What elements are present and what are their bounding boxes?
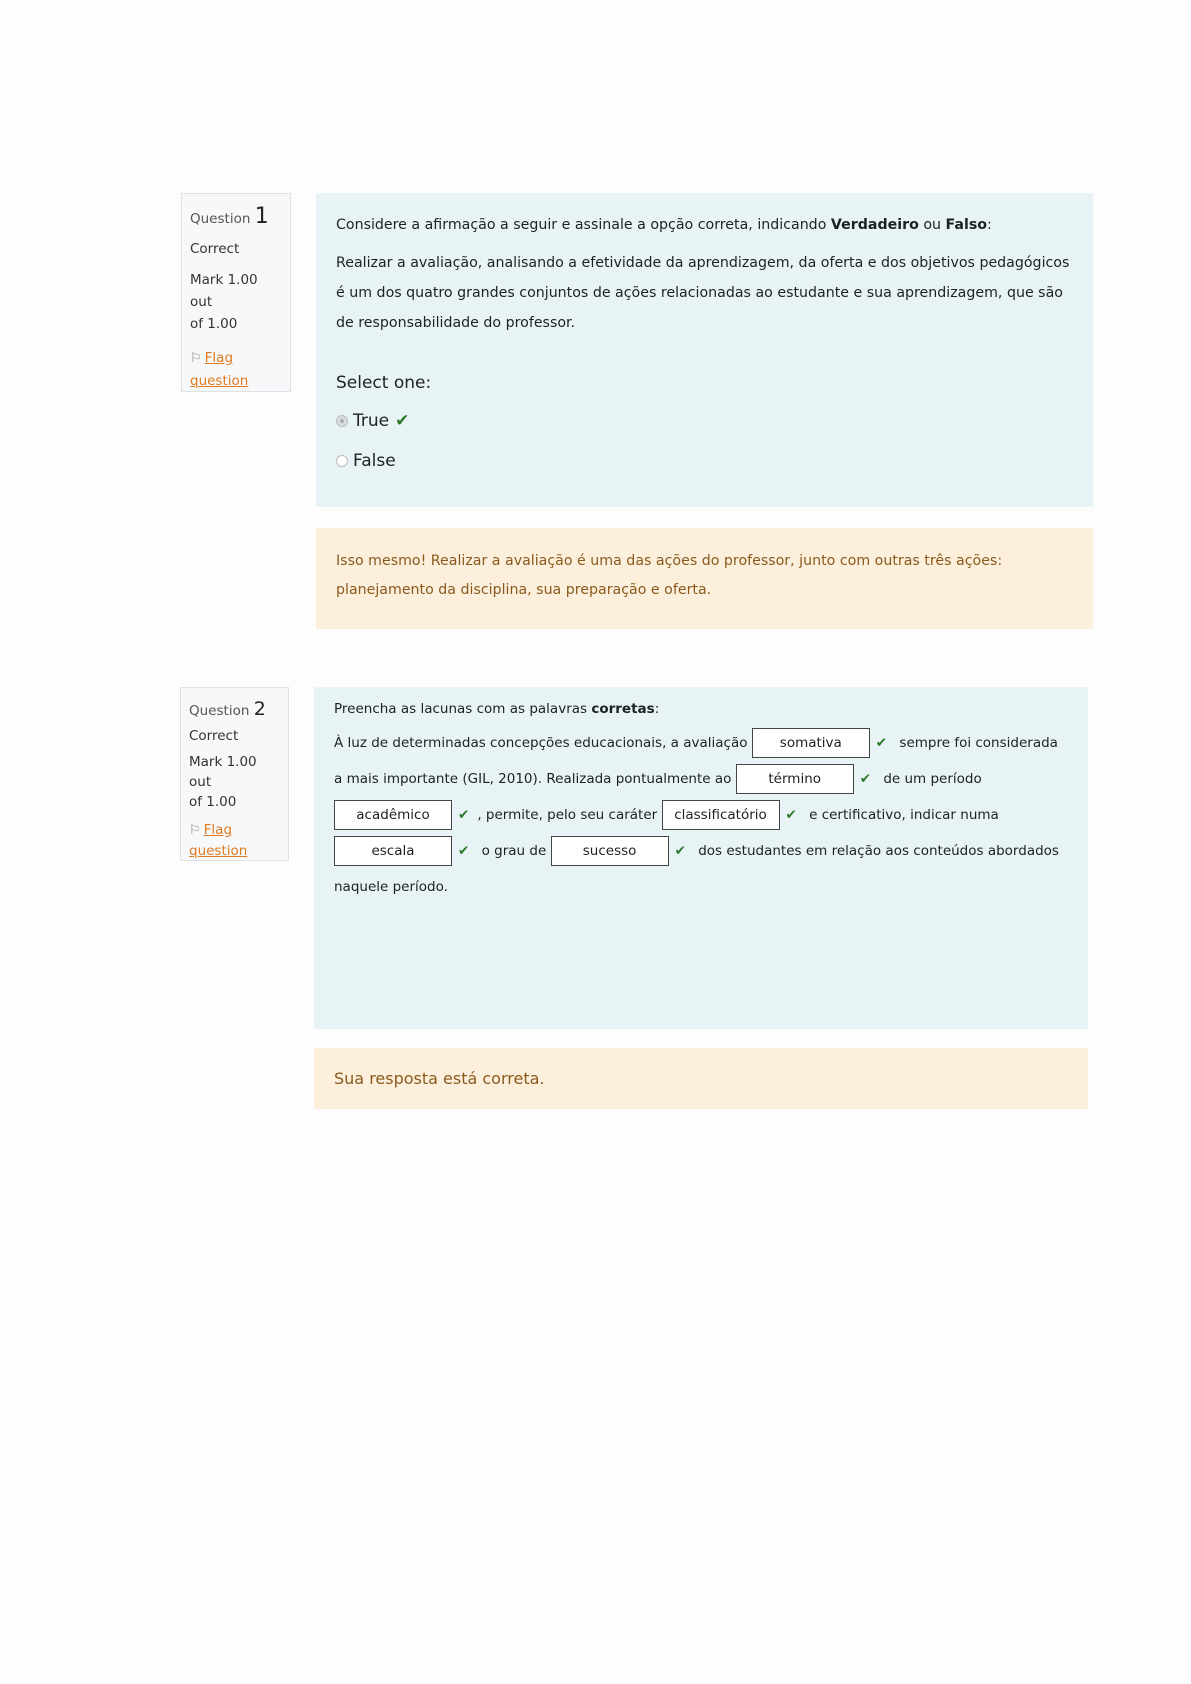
flag-icon: ⚐ — [190, 351, 202, 366]
flag-icon: ⚐ — [189, 823, 201, 838]
question-prompt — [334, 697, 1068, 721]
question-2-feedback — [314, 1048, 1088, 1109]
flag-question-link[interactable] — [190, 347, 282, 392]
gap-answer-6[interactable]: sucesso — [551, 836, 669, 866]
radio-true[interactable] — [336, 415, 348, 427]
prompt-text-end: : — [654, 701, 660, 717]
question-label: Question — [189, 703, 250, 719]
radio-false[interactable] — [336, 455, 348, 467]
cloze-segment: À luz de determinadas concepções educacionais, a avaliação — [334, 735, 748, 751]
grade-line-2: of 1.00 — [189, 794, 237, 810]
grade-line-2: of 1.00 — [190, 316, 238, 332]
option-true[interactable] — [336, 401, 1073, 441]
gap-answer-3[interactable]: acadêmico — [334, 800, 452, 830]
check-icon: ✔ — [674, 843, 686, 859]
feedback-text: Sua resposta está correta. — [334, 1069, 545, 1088]
cloze-segment: de um período — [883, 771, 982, 787]
gap-answer-4[interactable]: classificatório — [662, 800, 780, 830]
grade-line-1: Mark 1.00 out — [189, 754, 257, 790]
question-1-feedback — [316, 528, 1093, 629]
grade-line-1: Mark 1.00 out — [190, 272, 258, 310]
check-icon: ✔ — [785, 807, 797, 823]
flag-link-line-2[interactable]: question — [189, 843, 248, 859]
question-grade — [189, 752, 280, 812]
select-one-label: Select one: — [336, 373, 432, 393]
flag-link-line-1[interactable]: Flag — [204, 350, 234, 366]
option-false[interactable] — [336, 441, 1073, 481]
prompt-text: Preencha as lacunas com as palavras — [334, 701, 592, 717]
check-icon: ✔ — [395, 411, 410, 431]
gap-answer-1[interactable]: somativa — [752, 728, 870, 758]
question-number — [189, 698, 280, 720]
cloze-segment: sempre foi considerada a mais importante (GIL, 2010). Realizada pontualmente ao — [334, 735, 1058, 787]
question-number-value: 2 — [253, 698, 266, 720]
question-2-content — [314, 687, 1088, 1029]
prompt-bold: corretas — [591, 701, 655, 717]
gap-answer-5[interactable]: escala — [334, 836, 452, 866]
question-stem: Realizar a avaliação, analisando a efetividade da aprendizagem, da oferta e dos objetivos pedagógicos é um dos quatro grandes conjuntos de ações relacionadas ao estudante e sua aprendizagem, que são de responsabilidade do professor. — [336, 255, 1070, 331]
question-state: Correct — [189, 728, 239, 744]
flag-link-line-2[interactable]: question — [190, 373, 249, 389]
flag-question-link[interactable] — [189, 820, 280, 861]
question-prompt — [336, 210, 1073, 240]
cloze-segment: , permite, pelo seu caráter — [477, 807, 658, 823]
question-label: Question — [190, 211, 251, 227]
cloze-segment: e certificativo, indicar numa — [809, 807, 999, 823]
question-number — [190, 204, 282, 229]
feedback-text: Isso mesmo! Realizar a avaliação é uma das ações do professor, junto com outras três ações: planejamento da disciplina, sua preparação e oferta. — [336, 553, 1003, 598]
question-1-content — [316, 193, 1093, 507]
question-state: Correct — [190, 241, 240, 257]
check-icon: ✔ — [859, 771, 872, 787]
prompt-text-mid: ou — [918, 217, 946, 233]
option-true-label: True — [353, 411, 390, 431]
prompt-bold-false: Falso — [945, 217, 988, 233]
check-icon: ✔ — [458, 843, 470, 859]
question-grade — [190, 269, 282, 335]
question-1-info — [181, 193, 291, 392]
question-number-value: 1 — [254, 204, 269, 229]
cloze-text — [334, 725, 1068, 905]
check-icon: ✔ — [875, 735, 888, 751]
prompt-text: Considere a afirmação a seguir e assinale a opção correta, indicando — [336, 217, 831, 233]
gap-answer-2[interactable]: término — [736, 764, 854, 794]
prompt-text-end: : — [987, 217, 992, 233]
flag-link-line-1[interactable]: Flag — [203, 822, 233, 838]
option-false-label: False — [353, 451, 396, 471]
prompt-bold-true: Verdadeiro — [830, 217, 919, 233]
cloze-segment: dos estudantes em relação aos conteúdos abordados naquele período. — [334, 843, 1059, 895]
check-icon: ✔ — [458, 807, 470, 823]
cloze-segment: o grau de — [481, 843, 547, 859]
question-2-info — [180, 687, 289, 861]
